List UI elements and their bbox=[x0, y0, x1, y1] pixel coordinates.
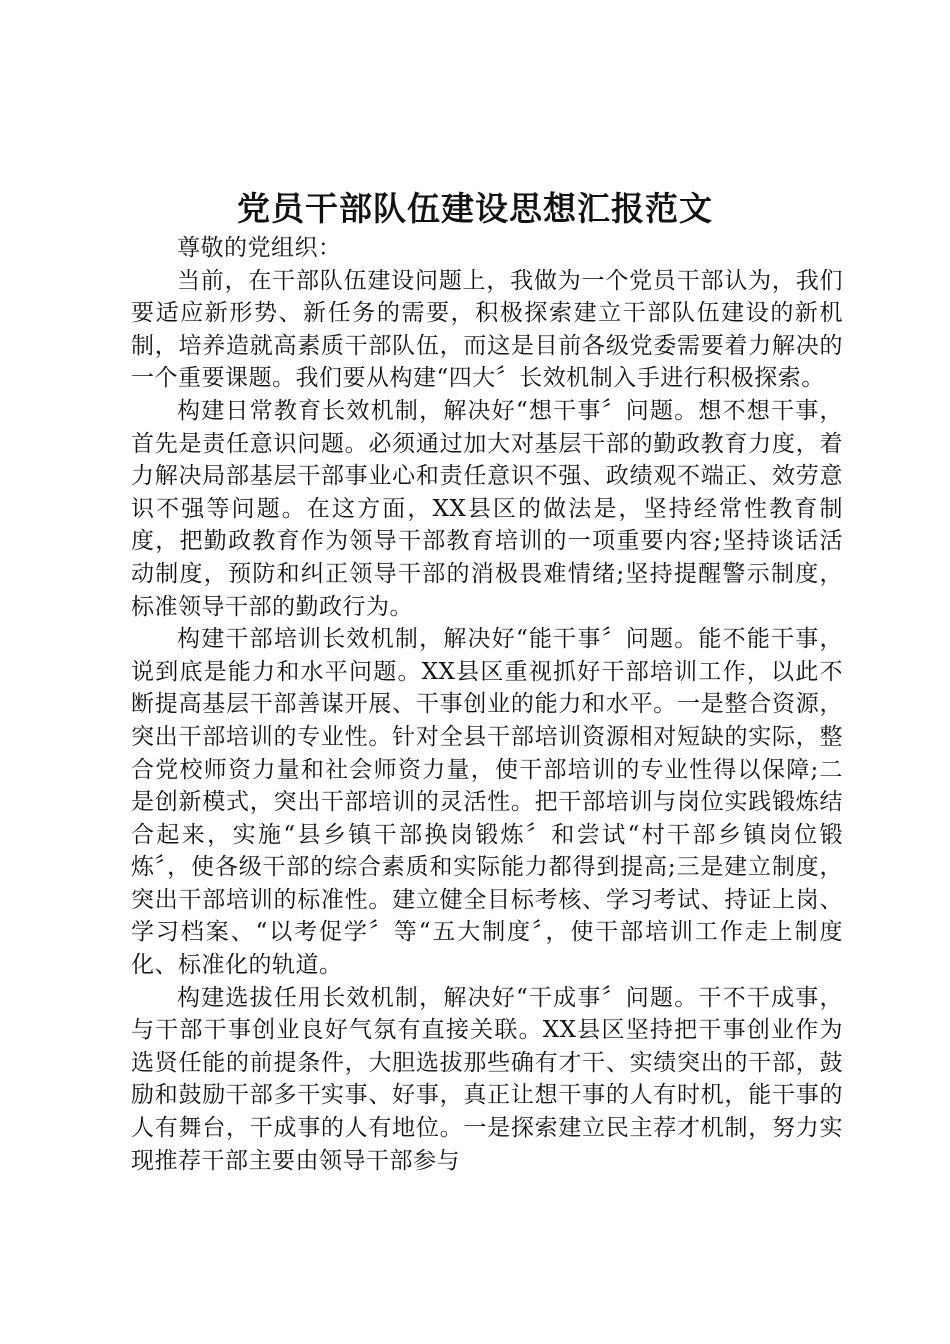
document-body bbox=[131, 232, 843, 1177]
paragraph: 构建日常教育长效机制，解决好“想干事〞问题。想不想干事，首先是责任意识问题。必须通过加大对基层干部的勤政教育力度，着力解决局部基层干部事业心和责任意识不强、政绩观不端正、效劳意识不强等问题。在这方面，XX县区的做法是，坚持经常性教育制度，把勤政教育作为领导干部教育培训的一项重要内容;坚持谈话活动制度，预防和纠正领导干部的消极畏难情绪;坚持提醒警示制度，标准领导干部的勤政行为。 bbox=[131, 397, 843, 620]
document-title: 党员干部队伍建设思想汇报范文 bbox=[237, 189, 713, 228]
paragraph: 构建干部培训长效机制，解决好“能干事〞问题。能不能干事，说到底是能力和水平问题。XX县区重视抓好干部培训工作，以此不断提高基层干部善谋开展、干事创业的能力和水平。一是整合资源，突出干部培训的专业性。针对全县干部培训资源相对短缺的实际，整合党校师资力量和社会师资力量，使干部培训的专业性得以保障;二是创新模式，突出干部培训的灵活性。把干部培训与岗位实践锻炼结合起来，实施“县乡镇干部换岗锻炼〞和尝试“村干部乡镇岗位锻炼〞，使各级干部的综合素质和实际能力都得到提高;三是建立制度，突出干部培训的标准性。建立健全目标考核、学习考试、持证上岗、学习档案、“以考促学〞等“五大制度〞，使干部培训工作走上制度化、标准化的轨道。 bbox=[131, 626, 843, 979]
paragraph: 构建选拔任用长效机制，解决好“干成事〞问题。干不干成事，与干部干事创业良好气氛有直接关联。XX县区坚持把干事创业作为选贤任能的前提条件，大胆选拔那些确有才干、实绩突出的干部，鼓励和鼓励干部多干实事、好事，真正让想干事的人有时机，能干事的人有舞台，干成事的人有地位。一是探索建立民主荐才机制，努力实现推荐干部主要由领导干部参与 bbox=[131, 984, 843, 1174]
paragraph: 当前，在干部队伍建设问题上，我做为一个党员干部认为，我们要适应新形势、新任务的需要，积极探索建立干部队伍建设的新机制，培养造就高素质干部队伍，而这是目前各级党委需要着力解决的一个重要课题。我们要从构建“四大〞长效机制入手进行积极探索。 bbox=[131, 267, 843, 392]
salutation: 尊敬的党组织： bbox=[177, 235, 342, 261]
